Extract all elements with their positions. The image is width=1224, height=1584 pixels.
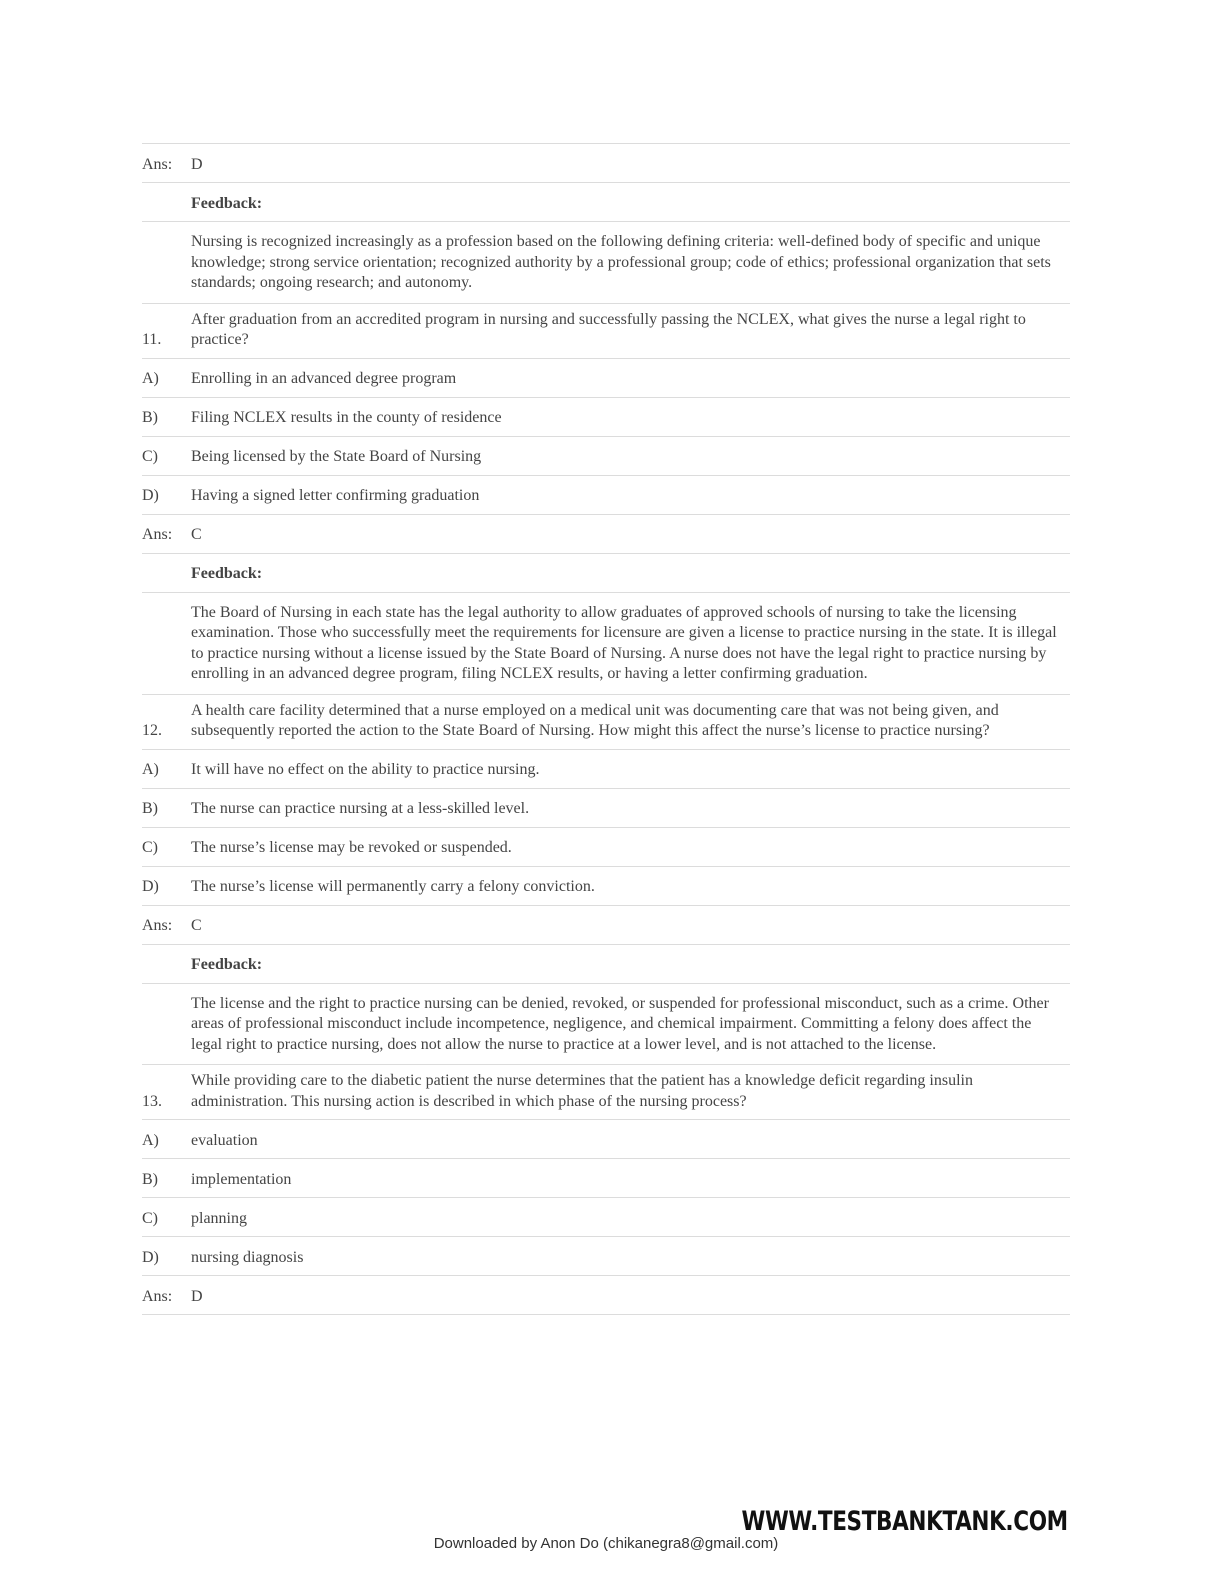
question-row xyxy=(142,695,1070,750)
option-row xyxy=(142,789,1070,828)
row-text: C xyxy=(191,526,202,543)
answer-row xyxy=(142,1276,1070,1315)
watermark-url: WWW.TESTBANKTANK.COM xyxy=(741,1506,1068,1537)
download-notice: Downloaded by Anon Do (chikanegra8@gmail.com) xyxy=(433,1535,779,1552)
row-text: The nurse’s license will permanently carry a felony conviction. xyxy=(191,878,595,895)
option-row xyxy=(142,1237,1070,1276)
row-text: Feedback: xyxy=(191,565,263,582)
row-label: B) xyxy=(142,800,158,817)
row-text: While providing care to the diabetic patient the nurse determines that the patient has a knowledge deficit regarding insulin administration. This nursing action is described in which phase of the nursing process? xyxy=(191,1072,973,1110)
row-label: 11. xyxy=(142,331,162,348)
row-label: D) xyxy=(142,878,159,895)
feedback-heading-row xyxy=(142,183,1070,222)
row-text: evaluation xyxy=(191,1131,258,1149)
row-text: After graduation from an accredited program in nursing and successfully passing the NCLEX, what gives the nurse a legal right to practice? xyxy=(191,310,1026,348)
option-row xyxy=(142,476,1070,515)
row-label: C) xyxy=(142,448,158,465)
row-label: B) xyxy=(142,409,158,426)
row-label: A) xyxy=(142,761,159,778)
row-text: Being licensed by the State Board of Nursing xyxy=(191,448,482,465)
row-label: B) xyxy=(142,1170,158,1188)
row-label: D) xyxy=(142,1248,159,1266)
option-row xyxy=(142,1198,1070,1237)
row-text: D xyxy=(191,1287,203,1305)
option-row xyxy=(142,398,1070,437)
row-label: D) xyxy=(142,487,159,504)
option-row xyxy=(142,437,1070,476)
row-label: Ans: xyxy=(142,155,173,173)
answer-row xyxy=(142,906,1070,945)
row-text: The nurse can practice nursing at a less-skilled level. xyxy=(191,800,530,817)
row-label: 13. xyxy=(142,1092,162,1110)
question-row xyxy=(142,1065,1070,1120)
row-text: A health care facility determined that a nurse employed on a medical unit was documenting care that was not being given, and subsequently reported the action to the State Board of Nursing. How might this affect the nurse’s license to practice nursing? xyxy=(191,701,999,739)
feedback-text-row xyxy=(142,984,1070,1066)
feedback-heading-row xyxy=(142,554,1070,593)
row-label: C) xyxy=(142,1209,158,1227)
row-text: nursing diagnosis xyxy=(191,1248,304,1266)
question-row xyxy=(142,304,1070,359)
option-row xyxy=(142,750,1070,789)
row-label: A) xyxy=(142,1131,159,1149)
row-label: 12. xyxy=(142,722,162,739)
row-text: planning xyxy=(191,1209,247,1227)
answer-row xyxy=(142,515,1070,554)
row-label: C) xyxy=(142,839,158,856)
question-document xyxy=(142,143,1070,1315)
row-text: The nurse’s license may be revoked or suspended. xyxy=(191,839,512,856)
row-text: The license and the right to practice nursing can be denied, revoked, or suspended for professional misconduct, such as a crime. Other areas of professional misconduct include incompetence, negligence, and chemical impairment. Committing a felony does affect the legal right to practice nursing, does not allow the nurse to practice at a lower level, and is not attached to the license. xyxy=(191,994,1049,1053)
row-text: Enrolling in an advanced degree program xyxy=(191,370,457,387)
row-label: Ans: xyxy=(142,917,173,934)
option-row xyxy=(142,1120,1070,1159)
row-text: The Board of Nursing in each state has the legal authority to allow graduates of approved schools of nursing to take the licensing examination. Those who successfully meet the requirements for licensure are given a license to practice nursing in the state. It is illegal to practice nursing without a license issued by the State Board of Nursing. A nurse does not have the legal right to practice nursing by enrolling in an advanced degree program, filing NCLEX results, or having a letter confirming graduation. xyxy=(191,603,1057,682)
row-text: Having a signed letter confirming graduation xyxy=(191,487,480,504)
option-row xyxy=(142,359,1070,398)
feedback-text-row xyxy=(142,593,1070,695)
row-text: It will have no effect on the ability to practice nursing. xyxy=(191,761,540,778)
option-row xyxy=(142,828,1070,867)
row-label: Ans: xyxy=(142,1287,173,1305)
answer-row xyxy=(142,144,1070,183)
option-row xyxy=(142,1159,1070,1198)
feedback-text-row xyxy=(142,222,1070,304)
row-text: Feedback: xyxy=(191,194,263,212)
row-text: implementation xyxy=(191,1170,292,1188)
row-text: D xyxy=(191,155,203,173)
feedback-heading-row xyxy=(142,945,1070,984)
row-text: C xyxy=(191,917,202,934)
row-label: Ans: xyxy=(142,526,173,543)
row-text: Feedback: xyxy=(191,956,263,973)
option-row xyxy=(142,867,1070,906)
row-label: A) xyxy=(142,370,159,387)
row-text: Nursing is recognized increasingly as a profession based on the following defining criteria: well-defined body of specific and unique knowledge; strong service orientation; recognized authority by a professional group; code of ethics; professional organization that sets standards; ongoing research; and autonomy. xyxy=(191,233,1051,291)
row-text: Filing NCLEX results in the county of residence xyxy=(191,409,502,426)
